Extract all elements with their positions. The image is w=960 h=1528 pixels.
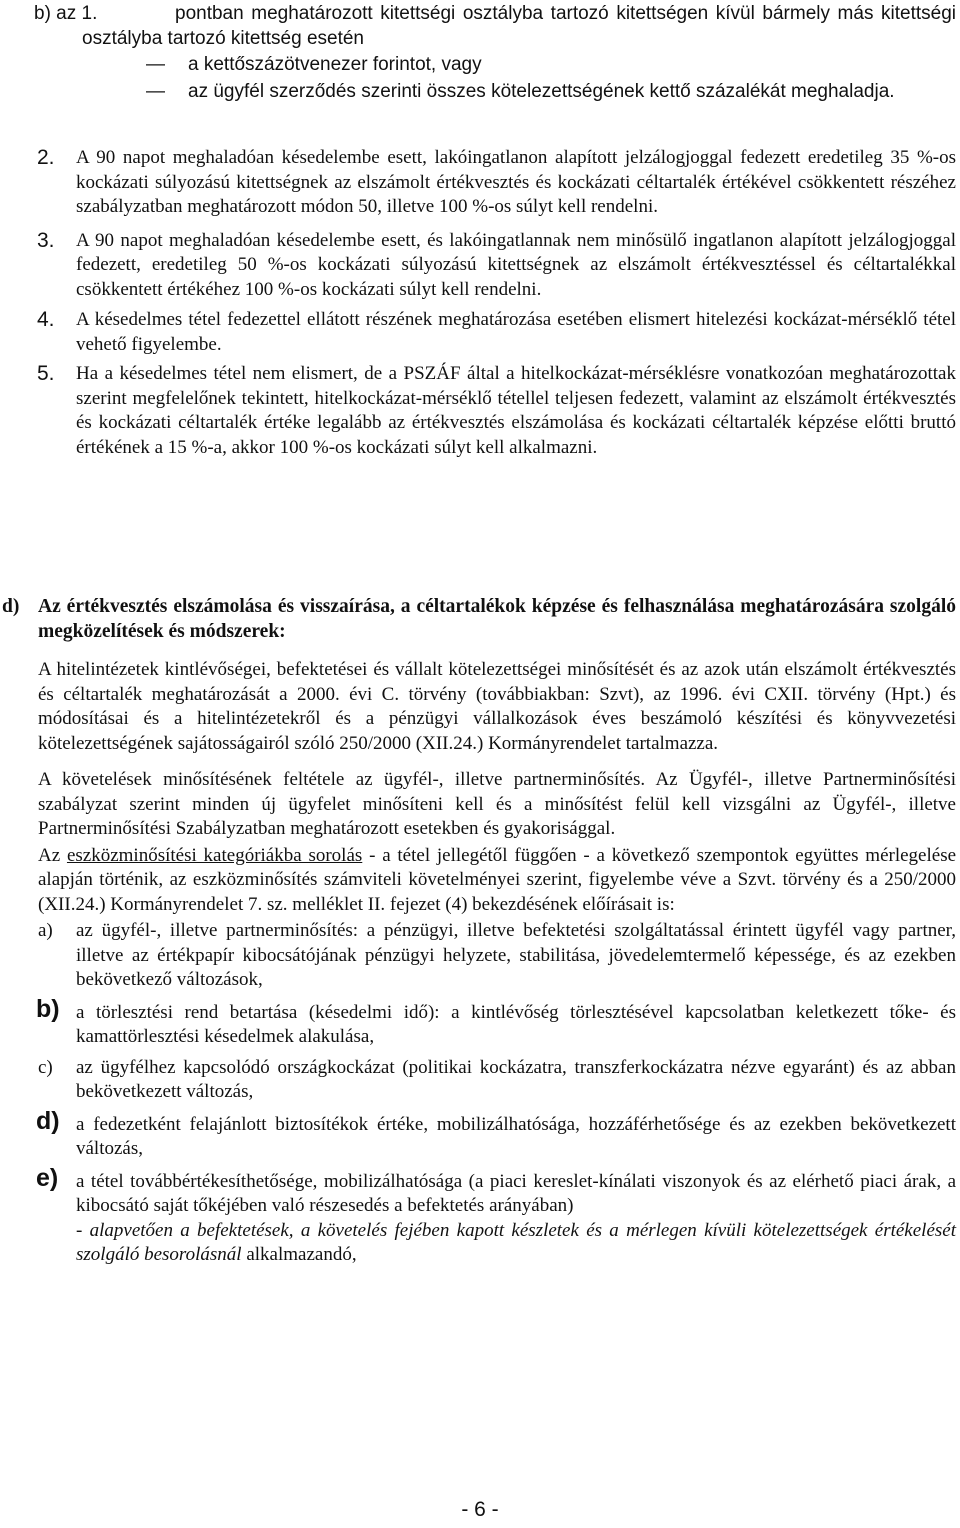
- dash-item-text: a kettőszázötvenezer forintot, vagy: [188, 54, 482, 75]
- paragraph: [38, 844, 956, 918]
- dash-icon: —: [146, 54, 165, 75]
- page-number: - 6 -: [461, 1498, 499, 1521]
- list-marker: c): [38, 1056, 53, 1078]
- dash-icon: —: [146, 80, 165, 102]
- list-marker: d): [36, 1106, 60, 1135]
- dash-item: [146, 53, 956, 78]
- numbered-item: [37, 362, 956, 460]
- p3-underlined: eszközminősítési kategóriákba sorolás: [66, 844, 363, 866]
- dash-item: [146, 80, 956, 105]
- item-text: Ha a késedelmes tétel nem elismert, de a PSZÁF által a hitelkockázat-mérséklésre vonatkozóan meghatározottak szerint megfelelőnek tekintett, hitelkockázat-mérséklő tétellel teljesen fedezett, valamint az elszámolt értékvesztés és kockázati céltartalék értéke legalább az értékvesztés elszámolása és kockázati céltartalék képzése előtti bruttó értékének a 15 %-a, akkor 100 %-os kockázati súlyt kell alkalmazni.: [76, 363, 956, 458]
- section-d: [0, 594, 960, 1268]
- paragraph-2: A követelések minősítésének feltétele az ügyfél-, illetve partnerminősítés. Az Ügyfél-, illetve Partnerminősítési szabályzat szerint minden új ügyfelet minősíteni kell és a minősítést felül kell vizsgálni az Ügyfél-, illetve Partnerminősítési Szabályzatban meghatározott esetekben és gyakorisággal.: [38, 769, 956, 839]
- item-number: 5.: [37, 362, 55, 385]
- e-tail-text: alkalmazandó,: [241, 1244, 357, 1265]
- numbered-list: [0, 146, 960, 460]
- numbered-item: [37, 228, 956, 303]
- dash-item-text: az ügyfél szerződés szerinti összes kötelezettségének kettő százalékát meghaladja.: [188, 80, 895, 102]
- e-italic-text: - alapvetően a befektetések, a követelés fejében kapott készletek és a mérlegen kívüli kötelezettségek értékelését szolgáló besorolásnál: [76, 1219, 956, 1265]
- list-item: [38, 919, 956, 993]
- item-number: 2.: [37, 146, 55, 169]
- paragraph-3: [38, 844, 956, 918]
- item-text: A 90 napot meghaladóan késedelembe esett, és lakóingatlannak nem minősülő ingatlanon alapított jelzálogjoggal fedezett, eredetileg 50 %-os kockázati súlyozású kitettségnek az elszámolt értékvesztéssel és céltartalékkal csökkentett értékéhez 100 %-os kockázati súlyt kell rendelni.: [76, 229, 956, 300]
- list-marker: a): [38, 920, 53, 941]
- paragraph: [38, 658, 956, 756]
- list-item-e-continuation: [76, 1219, 956, 1268]
- list-item-text: az ügyfélhez kapcsolódó országkockázat (politikai kockázatra, transzferkockázatra nézve egyaránt) és az abban bekövetkezett változás,: [76, 1056, 956, 1102]
- list-marker: e): [36, 1163, 59, 1192]
- top-section: [0, 2, 960, 104]
- list-item-text: a fedezetként felajánlott biztosítékok értéke, mobilizálhatósága, hozzáférhetősége és az ezekben bekövetkezett változás,: [76, 1113, 956, 1159]
- numbered-item: [37, 146, 956, 220]
- item-text: A késedelmes tétel fedezettel ellátott részének meghatározása esetében elismert hitelezési kockázat-mérséklő tétel vehető figyelembe.: [76, 309, 956, 355]
- p3-rest: - a tétel jellegétől függően - a következő szempontok együttes mérlegelése alapján történik, az eszközminősítés számviteli követelményei szerint, figyelembe véve a Szvt. törvény és a 250/2000 (XII.24.) Kormányrendelet 7. sz. melléklet II. fejezet (4) bekezdésének előírásait is:: [38, 844, 957, 915]
- section-heading-text: Az értékvesztés elszámolása és visszaírása, a céltartalékok képzése és felhasználása meghatározására szolgáló megközelítések és módszerek:: [38, 596, 956, 642]
- paragraph-1: A hitelintézetek kintlévőségei, befektetései és vállalt kötelezettségei minősítését és az azok után elszámolt értékvesztés és céltartalék meghatározását a 2000. évi C. törvény (továbbiakban: Szvt), az 1996. évi CXII. törvény (Hpt.) és módosításai és a hitelintézetekről és a pénzügyi vállalkozások éves beszámoló készítési és könyvvezetési kötelezettségének sajátosságairól szóló 250/2000 (XII.24.) Kormányrendelet tartalmazza.: [38, 659, 956, 754]
- section-label: d): [2, 596, 20, 617]
- list-item: [36, 994, 956, 1050]
- list-item: [38, 1056, 956, 1105]
- numbered-item: [37, 308, 956, 357]
- list-marker: b): [36, 994, 60, 1023]
- paragraph: [38, 768, 956, 842]
- item-number: 4.: [37, 308, 55, 331]
- item-number: 3.: [37, 228, 55, 252]
- top-line-1: pontban meghatározott kitettségi osztályba tartozó kitettségen kívül bármely más kitettségi osztályba tartozó kitettség esetén: [82, 3, 956, 49]
- item-lead: b) az 1.: [34, 3, 98, 24]
- p3-prefix: Az: [38, 844, 61, 866]
- list-item-text: a törlesztési rend betartása (késedelmi idő): a kintlévőség törlesztésével kapcsolatban keletkezett tőke- és kamattörlesztési késedelmek alakulása,: [76, 1001, 956, 1047]
- item-text: A 90 napot meghaladóan késedelembe esett, lakóingatlanon alapított jelzálogjoggal fedezett eredetileg 35 %-os kockázati súlyozású kitettségnek az elszámolt értékvesztés és kockázati céltartalék értékével csökkentett részéhez szabályzatban meghatározott módon 50, illetve 100 %-os súlyt kell rendelni.: [76, 147, 956, 217]
- list-item-text: az ügyfél-, illetve partnerminősítés: a pénzügyi, illetve befektetési szolgáltatással érintett ügyfél vagy partner, illetve az értékpapír kibocsátójának pénzügyi helyzete, stabilitása, jövedelemtermelő képessége, és az ezekben bekövetkező változások,: [76, 920, 956, 990]
- section-heading: [2, 594, 956, 644]
- list-item: [36, 1163, 956, 1219]
- list-item: [36, 1106, 956, 1162]
- list-item-text: a tétel továbbértékesíthetősége, mobilizálhatósága (a piaci kereslet-kínálati viszonyok és az elérhető piaci árak, a kibocsátó saját tőkéjében való részesedés a befektetés arányában): [76, 1170, 956, 1216]
